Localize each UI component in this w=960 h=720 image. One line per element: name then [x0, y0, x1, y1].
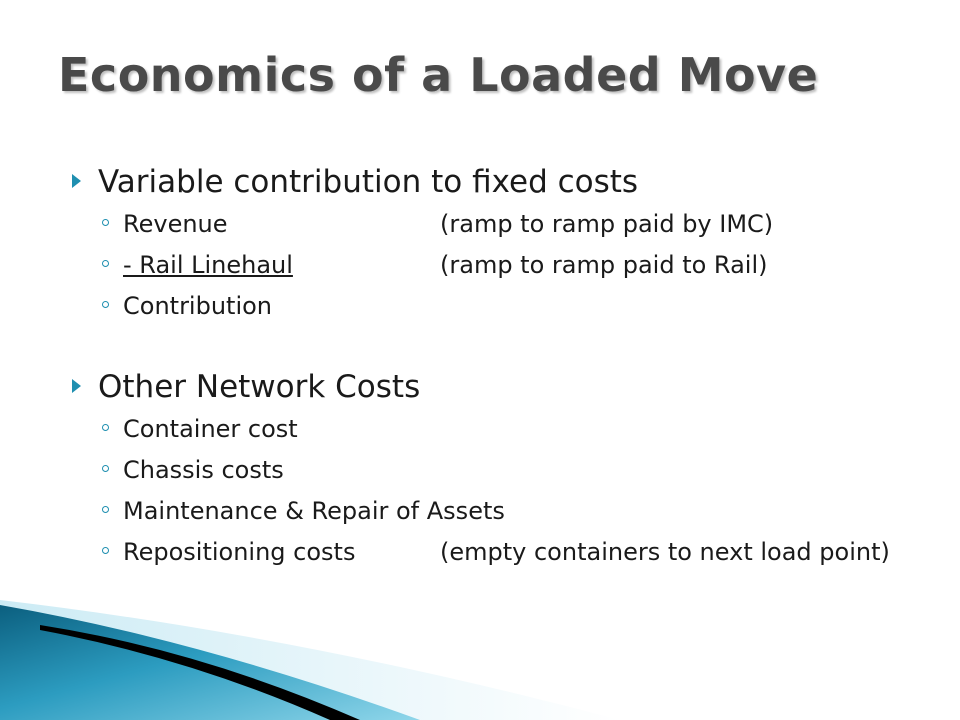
circle-bullet-icon — [102, 301, 109, 308]
bullet-level1 — [72, 365, 922, 409]
bullet-level1 — [72, 160, 922, 204]
item-note: (ramp to ramp paid by IMC) — [440, 210, 774, 238]
item-label: Revenue — [123, 210, 228, 238]
list-item — [72, 491, 922, 532]
circle-bullet-icon — [102, 506, 109, 513]
list-item — [72, 409, 922, 450]
circle-bullet-icon — [102, 260, 109, 267]
item-label: Contribution — [123, 292, 273, 320]
section-heading: Other Network Costs — [98, 369, 421, 405]
triangle-bullet-icon — [72, 379, 81, 393]
slide-body — [72, 160, 922, 611]
item-label: Container cost — [123, 415, 298, 443]
item-note: (empty containers to next load point) — [440, 538, 890, 566]
list-item — [72, 532, 922, 573]
item-label: Chassis costs — [123, 456, 284, 484]
circle-bullet-icon — [102, 424, 109, 431]
section-heading: Variable contribution to fixed costs — [98, 164, 639, 200]
list-item — [72, 245, 922, 286]
item-label: Maintenance & Repair of Assets — [123, 497, 505, 525]
circle-bullet-icon — [102, 465, 109, 472]
triangle-bullet-icon — [72, 174, 81, 188]
section-variable-contribution — [72, 160, 922, 327]
item-label: - Rail Linehaul — [123, 251, 293, 279]
section-other-network-costs — [72, 365, 922, 573]
list-item — [72, 204, 922, 245]
circle-bullet-icon — [102, 547, 109, 554]
list-item — [72, 450, 922, 491]
item-label: Repositioning costs — [123, 538, 356, 566]
page-title: Economics of a Loaded Move — [58, 48, 819, 102]
list-item — [72, 286, 922, 327]
circle-bullet-icon — [102, 219, 109, 226]
item-note: (ramp to ramp paid to Rail) — [440, 251, 768, 279]
